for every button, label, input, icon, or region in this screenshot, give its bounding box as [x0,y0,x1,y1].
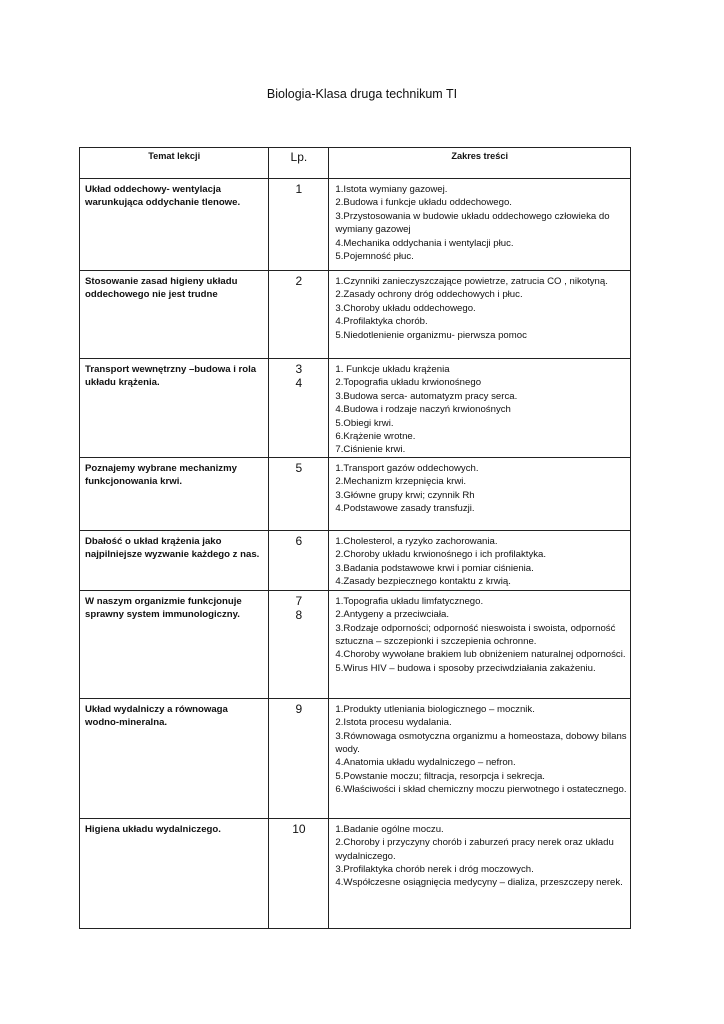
content-line: 2.Mechanizm krzepnięcia krwi. [335,476,467,488]
content-line: 2.Istota procesu wydalania. [335,717,452,729]
header-content: Zakres treści [329,148,631,179]
lesson-number [269,271,329,359]
lesson-topic: Układ wydalniczy a równowaga wodno-mineralna. [80,698,269,818]
lesson-topic: Higiena układu wydalniczego. [80,818,269,928]
content-line: 3.Przystosowania w budowie układu oddechowego człowieka do wymiany gazowej [335,210,610,236]
lesson-number [269,457,329,530]
content-line: 1.Topografia układu limfatycznego. [335,595,484,607]
content-line: 4.Zasady bezpiecznego kontaktu z krwią. [335,576,511,588]
content-line: 3.Równowaga osmotyczna organizmu a homeostaza, dobowy bilans wody. [335,730,627,756]
lesson-number-value: 8 [295,607,303,622]
content-line: 5.Obiegi krwi. [335,417,394,429]
content-line: 1.Transport gazów oddechowych. [335,462,479,474]
lesson-number-value: 6 [295,533,303,548]
content-line: 5.Wirus HIV – budowa i sposoby przeciwdziałania zakażeniu. [335,662,596,674]
table-row [80,457,631,530]
lesson-content [329,457,631,530]
lesson-topic: Dbałość o układ krążenia jako najpilniejsze wyzwanie każdego z nas. [80,530,269,590]
content-line: 2.Budowa i funkcje układu oddechowego. [335,197,512,209]
content-line: 1.Cholesterol, a ryzyko zachorowania. [335,535,498,547]
content-line: 1.Istota wymiany gazowej. [335,184,448,195]
lesson-number-value: 4 [295,376,303,390]
lesson-number-value: 5 [295,460,303,475]
content-line: 3.Choroby układu oddechowego. [335,302,476,314]
table-row [80,359,631,458]
page-title: Biologia-Klasa druga technikum TI [266,87,458,101]
content-line: 6.Właściwości i skład chemiczny moczu pierwotnego i ostatecznego. [335,784,627,796]
content-line: 7.Ciśnienie krwi. [335,444,406,456]
table-row [80,530,631,590]
table-row [80,590,631,698]
content-line: 3.Główne grupy krwi; czynnik Rh [335,489,475,501]
lesson-number-value: 7 [295,593,303,608]
lesson-content [329,590,631,698]
lesson-topic: W naszym organizmie funkcjonuje sprawny system immunologiczny. [80,590,269,698]
table-row [80,818,631,928]
content-line: 1.Czynniki zanieczyszczające powietrze, zatrucia CO , nikotyną. [335,276,608,287]
lessons-table [79,147,631,929]
content-line: 4.Profilaktyka chorób. [335,316,428,328]
lesson-number-value: 2 [295,274,303,288]
content-line: 2.Choroby i przyczyny chorób i zaburzeń pracy nerek oraz układu wydalniczego. [335,837,614,862]
header-number: Lp. [269,148,329,179]
content-line: 2.Zasady ochrony dróg oddechowych i płuc. [335,289,523,301]
lesson-content [329,530,631,590]
header-topic: Temat lekcji [80,148,269,179]
lesson-content [329,271,631,359]
table-row [80,271,631,359]
content-line: 2.Antygeny a przeciwciała. [335,609,450,621]
content-line: 6.Krążenie wrotne. [335,431,416,443]
content-line: 4.Choroby wywołane brakiem lub obniżeniem naturalnej odporności. [335,649,626,661]
content-line: 2.Choroby układu krwionośnego i ich profilaktyka. [335,549,547,561]
lesson-number [269,818,329,928]
content-line: 4.Budowa i rodzaje naczyń krwionośnych [335,404,511,416]
lesson-number [269,530,329,590]
content-line: 4.Współczesne osiągnięcia medycyny – dializa, przeszczepy nerek. [335,877,623,889]
lesson-content [329,818,631,928]
content-line: 4.Anatomia układu wydalniczego – nefron. [335,757,516,769]
lesson-content [329,359,631,458]
lesson-content [329,698,631,818]
content-line: 5.Niedotlenienie organizmu- pierwsza pomoc [335,329,527,341]
content-line: 3.Budowa serca- automatyzm pracy serca. [335,390,518,402]
content-line: 3.Badania podstawowe krwi i pomiar ciśnienia. [335,562,534,574]
lesson-number-value: 3 [295,362,303,376]
lesson-number-value: 10 [292,821,306,836]
content-line: 4.Mechanika oddychania i wentylacji płuc. [335,237,514,249]
lesson-number-value: 9 [295,701,303,716]
content-line: 1.Badanie ogólne moczu. [335,823,444,835]
lesson-number [269,698,329,818]
lesson-content [329,179,631,271]
lesson-topic: Układ oddechowy- wentylacja warunkująca oddychanie tlenowe. [80,179,269,271]
lesson-topic: Poznajemy wybrane mechanizmy funkcjonowania krwi. [80,457,269,530]
header-row [80,148,631,179]
lesson-number [269,590,329,698]
table-row [80,179,631,271]
content-line: 4.Podstawowe zasady transfuzji. [335,503,475,515]
content-line: 2.Topografia układu krwionośnego [335,377,482,389]
content-line: 5.Pojemność płuc. [335,251,414,263]
content-line: 5.Powstanie moczu; filtracja, resorpcja i sekrecja. [335,770,545,782]
content-line: 1.Produkty utleniania biologicznego – mocznik. [335,703,535,715]
content-line: 3.Profilaktyka chorób nerek i dróg moczowych. [335,864,534,876]
lesson-topic: Transport wewnętrzny –budowa i rola układu krążenia. [80,359,269,458]
table-row [80,698,631,818]
content-line: 1. Funkcje układu krążenia [335,364,450,375]
lesson-number [269,179,329,271]
content-line: 3.Rodzaje odporności; odporność nieswoista i swoista, odporność sztuczna – szczepionki i szczepienia ochronne. [335,622,616,648]
lesson-topic: Stosowanie zasad higieny układu oddechowego nie jest trudne [80,271,269,359]
lesson-number [269,359,329,458]
lesson-number-value: 1 [295,182,303,196]
